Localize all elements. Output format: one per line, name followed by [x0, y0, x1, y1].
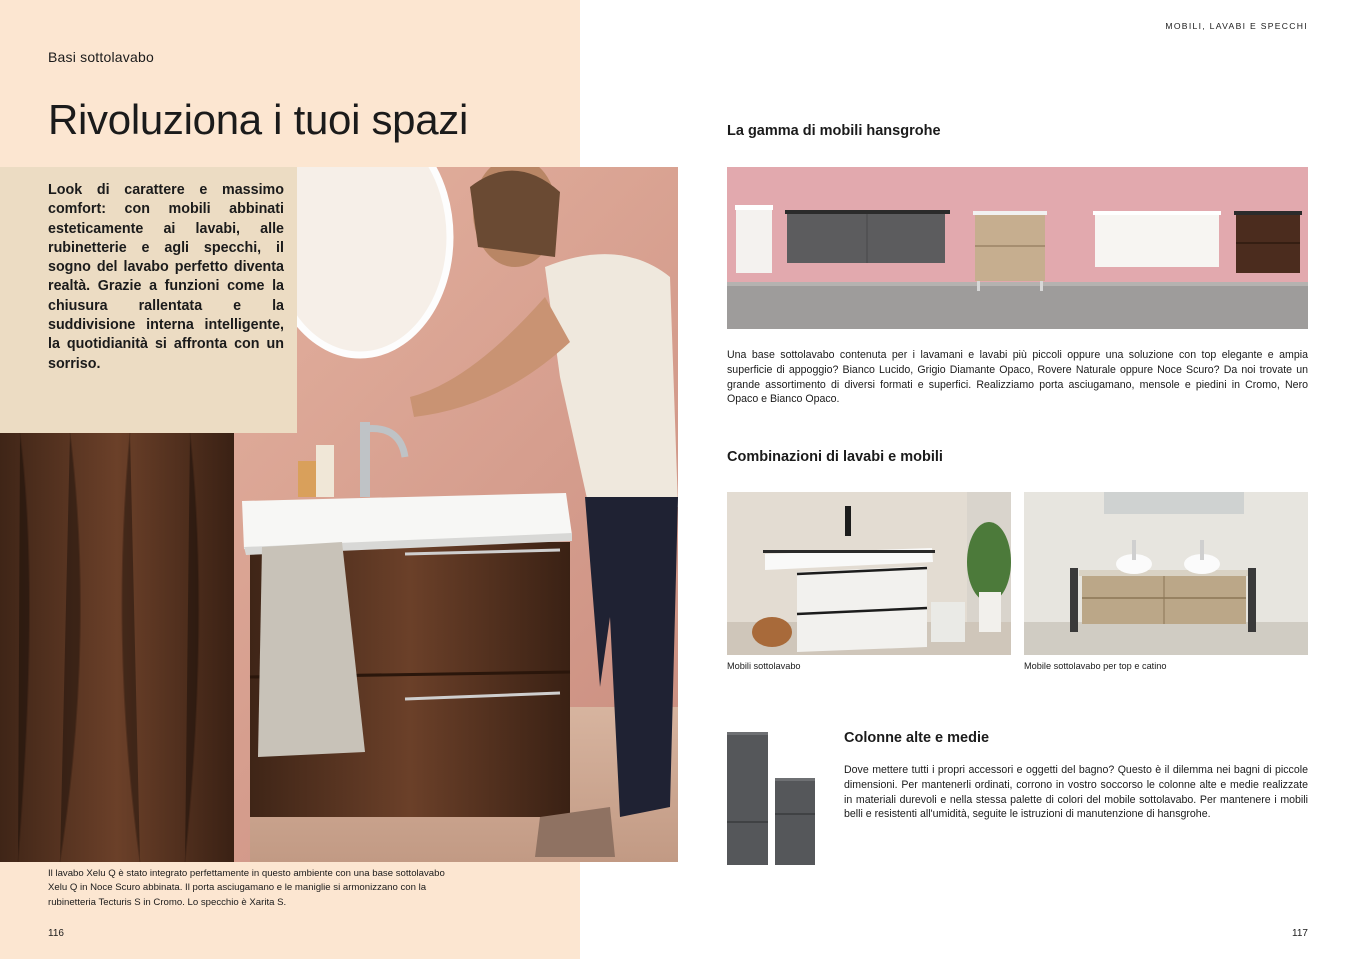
vanity-oak-image: [1024, 492, 1308, 655]
caption-mobili-sottolavabo: Mobili sottolavabo: [727, 661, 801, 671]
section-label: Basi sottolavabo: [48, 49, 154, 65]
cabinet-range-image: [727, 167, 1308, 329]
cabinet-range-photo: [727, 167, 1308, 329]
page-title: Rivoluziona i tuoi spazi: [48, 96, 469, 143]
page-number-left: 116: [48, 928, 64, 939]
vanity-white-photo: [727, 492, 1011, 655]
colonne-heading: Colonne alte e medie: [844, 730, 990, 746]
hero-image-caption: Il lavabo Xelu Q è stato integrato perfettamente in questo ambiente con una base sottolavabo Xelu Q in Noce Scuro abbinata. Il porta asciugamano e le maniglie si armonizzano con la rubinetteria Tecturis S in Cromo. Lo specchio è Xarita S.: [48, 868, 445, 908]
combinazioni-heading: Combinazioni di lavabi e mobili: [727, 449, 943, 465]
intro-text: Look di carattere e massimo comfort: con mobili abbinati esteticamente ai lavabi, alle rubinetterie e agli specchi, il sogno del lavabo perfetto diventa realtà. Grazie a funzioni come la chiusura rallentata e la suddivisione interna intelligente, la quotidianità si affronta con un sorriso.: [48, 182, 284, 372]
tall-cabinets-image: [727, 730, 819, 867]
page-number-right: 117: [1292, 928, 1308, 939]
vanity-oak-photo: [1024, 492, 1308, 655]
vanity-white-image: [727, 492, 1011, 655]
tall-cabinets-photo: [727, 730, 819, 867]
colonne-text: Dove mettere tutti i propri accessori e oggetti del bagno? Questo è il dilemma nei bagni di piccole dimensioni. Per mantenerli ordinati, corrono in vostro soccorso le colonne alte e medie realizzate in materiali durevoli e nella stessa palette di colori del mobile sottolavabo. Per mantenere i mobili belli e resistenti all'umidità, seguite le istruzioni di manutenzione di hansgrohe.: [844, 764, 1308, 821]
gamma-heading: La gamma di mobili hansgrohe: [727, 123, 941, 139]
running-header: MOBILI, LAVABI E SPECCHI: [1165, 21, 1308, 31]
gamma-text: Una base sottolavabo contenuta per i lavamani e lavabi più piccoli oppure una soluzione con top elegante e ampia superficie di appoggio? Bianco Lucido, Grigio Diamante Opaco, Rovere Naturale oppure Noce Scuro? Da noi trovate un grande assortimento di diversi formati e superfici. Realizziamo porta asciugamano, mensole e piedini in Cromo, Nero Opaco e Bianco Opaco.: [727, 349, 1308, 406]
caption-mobile-top-catino: Mobile sottolavabo per top e catino: [1024, 661, 1167, 671]
